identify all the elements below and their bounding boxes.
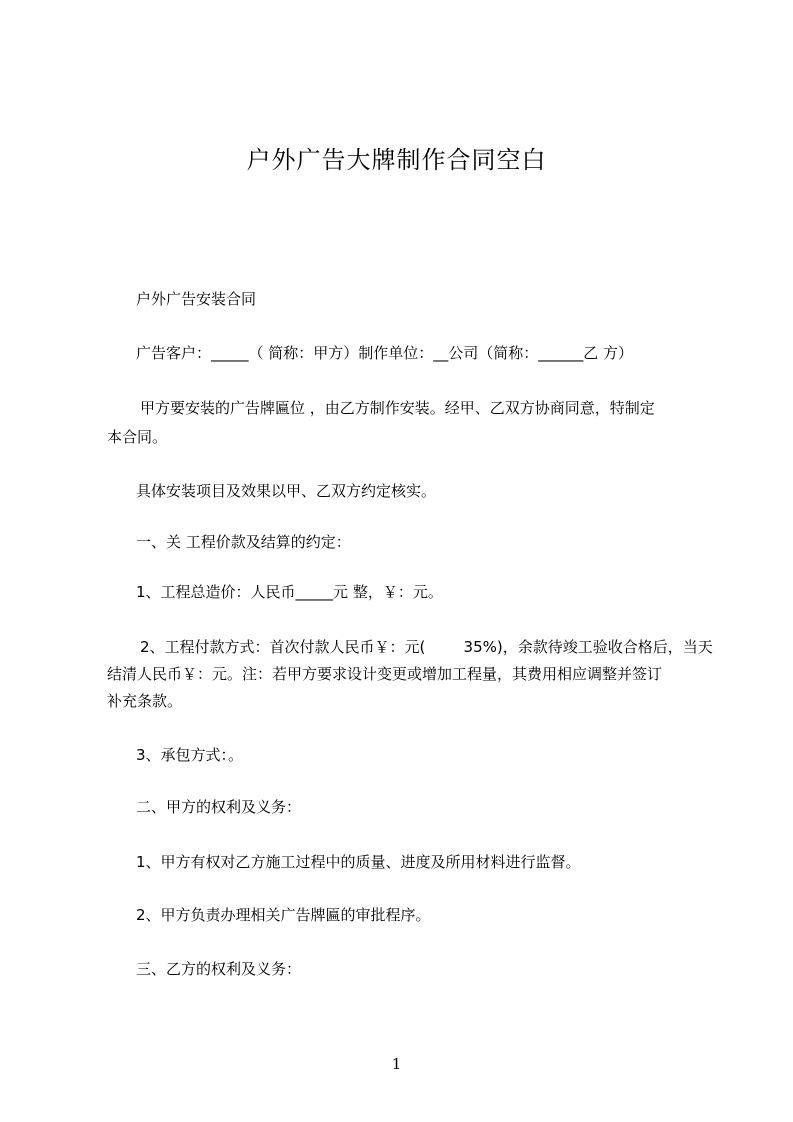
paragraph-parties: 广告客户：_____（ 简称：甲方）制作单位：__公司（简称：______乙 方） <box>136 344 634 362</box>
paragraph-intro-line1: 甲方要安装的广告牌匾位 ，由乙方制作安装。经甲、乙双方协商同意，特制定 <box>140 399 655 417</box>
section-heading-3: 三、乙方的权利及义务： <box>136 960 302 978</box>
clause-1-2-line3: 补充条款。 <box>107 692 183 710</box>
clause-1-1: 1、工程总造价：人民币_____元 整，￥：元。 <box>136 583 443 601</box>
page-number: 1 <box>391 1055 402 1073</box>
clause-2-2: 2、甲方负责办理相关广告牌匾的审批程序。 <box>136 906 431 924</box>
clause-1-3: 3、承包方式：。 <box>136 746 244 764</box>
paragraph-intro-line2: 本合同。 <box>107 428 168 446</box>
clause-1-2-line2: 结清人民币￥：元。注：若甲方要求设计变更或增加工程量，其费用相应调整并签订 <box>107 665 663 683</box>
section-heading-1: 一、关 工程价款及结算的约定： <box>136 533 351 551</box>
clause-2-1: 1、甲方有权对乙方施工过程中的质量、进度及所用材料进行监督。 <box>136 853 581 871</box>
section-heading-2: 二、甲方的权利及义务： <box>136 798 302 816</box>
paragraph-contract-heading: 户外广告安装合同 <box>136 290 257 308</box>
clause-1-2-line1: 2、工程付款方式：首次付款人民币￥：元( 35%)，余款待竣工验收合格后，当天 <box>140 638 713 656</box>
document-title: 户外广告大牌制作合同空白 <box>246 146 547 174</box>
paragraph-project-scope: 具体安装项目及效果以甲、乙双方约定核实。 <box>136 482 437 500</box>
